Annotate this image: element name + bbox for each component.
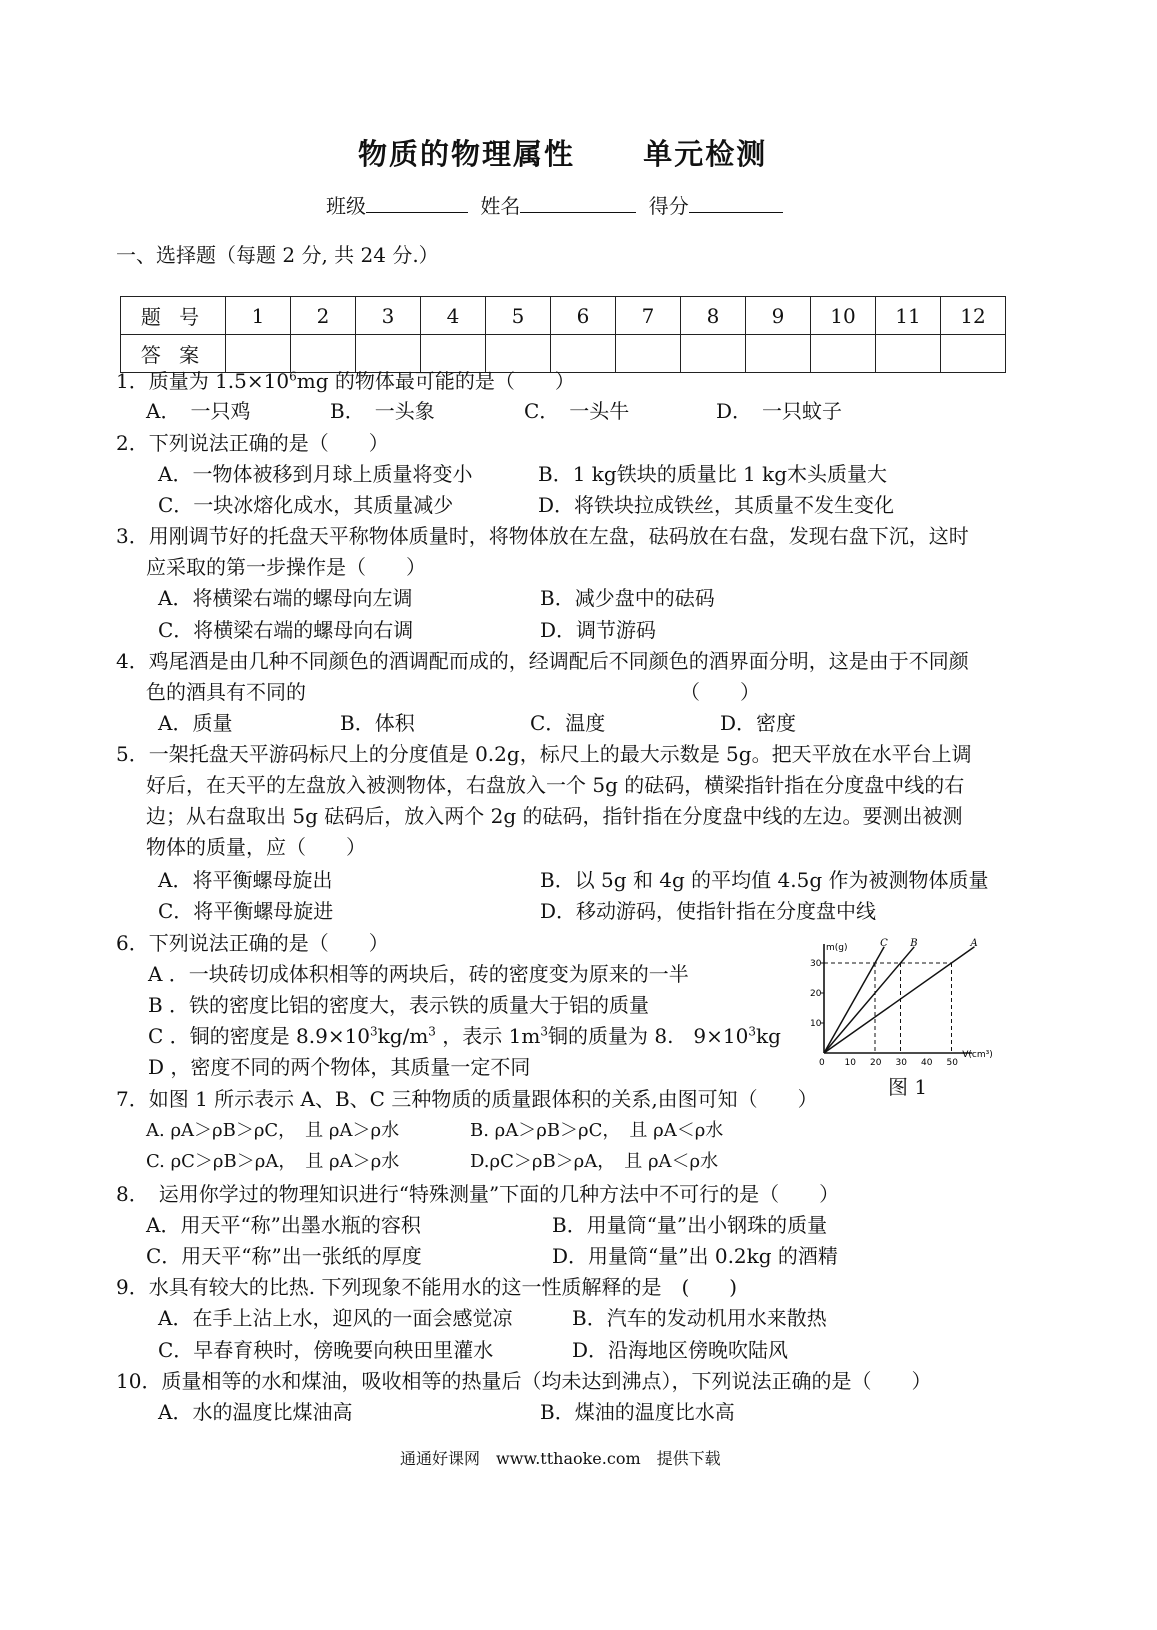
q2-option-a: A．一物体被移到月球上质量将变小: [158, 462, 473, 486]
score-blank[interactable]: [689, 192, 783, 213]
q4-option-c: C．温度: [530, 711, 606, 735]
table-cell-number: 3: [356, 297, 421, 335]
question-3-stem-line1: 3．用刚调节好的托盘天平称物体质量时，将物体放在左盘，砝码放在右盘，发现右盘下沉，这时: [116, 524, 969, 548]
q4-option-a: A．质量: [158, 711, 233, 735]
question-4-stem-line1: 4．鸡尾酒是由几种不同颜色的酒调配而成的，经调配后不同颜色的酒界面分明，这是由于不同颜: [116, 649, 969, 673]
q9-option-d: D．沿海地区傍晚吹陆风: [572, 1338, 789, 1362]
q3-option-a: A．将横梁右端的螺母向左调: [158, 586, 413, 610]
q5-option-a: A．将平衡螺母旋出: [158, 868, 333, 892]
page-footer: 通通好课网 www.tthaoke.com 提供下载: [400, 1449, 721, 1468]
q6c-sup: 3: [370, 1024, 378, 1039]
q6c-part: 铜的质量为 8. 9×10: [547, 1024, 749, 1048]
answer-cell[interactable]: [941, 335, 1006, 373]
q9-option-c: C．早春育秧时，傍晚要向秧田里灌水: [158, 1338, 494, 1362]
q2-option-c: C．一块冰熔化成水，其质量减少: [158, 493, 454, 517]
q8-option-b: B．用量筒“量”出小钢珠的质量: [552, 1213, 828, 1237]
table-cell-number: 5: [486, 297, 551, 335]
name-label: 姓名: [480, 194, 521, 218]
q5-option-d: D．移动游码，使指针指在分度盘中线: [540, 899, 877, 923]
q4-option-b: B．体积: [340, 711, 415, 735]
q6c-sup: 3: [428, 1024, 436, 1039]
answer-table: [120, 296, 1006, 373]
figure-1-graph: [800, 928, 1010, 1068]
section-heading: 一、选择题（每题 2 分, 共 24 分.）: [116, 243, 439, 267]
x-tick-label: 20: [870, 1058, 882, 1068]
q6-option-c: [148, 1022, 781, 1050]
y-tick-label: 30: [810, 959, 822, 969]
x-tick-label: 40: [921, 1058, 933, 1068]
q6-option-d: D ，密度不同的两个物体，其质量一定不同: [148, 1055, 531, 1079]
header-fields: [326, 192, 783, 220]
q6c-part: kg/m: [377, 1024, 429, 1048]
q1-stem-pre: 1．质量为 1.5×10: [116, 369, 290, 393]
table-cell-number: 1: [226, 297, 291, 335]
q8-option-a: A．用天平“称”出墨水瓶的容积: [146, 1213, 421, 1237]
q9-option-a: A．在手上沾上水，迎风的一面会感觉凉: [158, 1306, 513, 1330]
q1-option-c: C． 一头牛: [524, 399, 630, 423]
q1-option-b: B． 一头象: [330, 399, 435, 423]
x-tick-label: 0: [819, 1058, 825, 1068]
table-cell-number: 10: [811, 297, 876, 335]
table-cell-number: 9: [746, 297, 811, 335]
q1-stem-post: mg 的物体最可能的是（ ）: [296, 369, 575, 393]
q3-option-c: C．将横梁右端的螺母向右调: [158, 618, 414, 642]
q8-option-d: D．用量筒“量”出 0.2kg 的酒精: [552, 1244, 838, 1268]
q10-option-b: B．煤油的温度比水高: [540, 1400, 735, 1424]
question-9-stem: 9．水具有较大的比热. 下列现象不能用水的这一性质解释的是 ( ): [116, 1275, 738, 1299]
answer-cell[interactable]: [681, 335, 746, 373]
q6c-sup: 3: [540, 1024, 548, 1039]
series-label-A: A: [970, 937, 978, 949]
row-label-number: 题 号: [121, 297, 226, 335]
table-cell-number: 8: [681, 297, 746, 335]
question-6-stem: 6．下列说法正确的是（ ）: [116, 931, 389, 955]
question-2-stem: 2．下列说法正确的是（ ）: [116, 431, 389, 455]
q1-option-a: A． 一只鸡: [146, 399, 251, 423]
question-8-stem: 8． 运用你学过的物理知识进行“特殊测量”下面的几种方法中不可行的是（ ）: [116, 1182, 840, 1206]
table-cell-number: 4: [421, 297, 486, 335]
table-cell-number: 11: [876, 297, 941, 335]
table-cell-number: 2: [291, 297, 356, 335]
q2-option-b: B．1 kg铁块的质量比 1 kg木头质量大: [538, 462, 888, 486]
class-label: 班级: [326, 194, 366, 218]
q7-option-a: A. ρA＞ρB＞ρC， 且 ρA＞ρ水: [146, 1120, 400, 1141]
question-7-stem: 7．如图 1 所示表示 A、B、C 三种物质的质量跟体积的关系,由图可知（ ）: [116, 1087, 818, 1111]
q5-option-c: C．将平衡螺母旋进: [158, 899, 334, 923]
question-4-stem-line2: 色的酒具有不同的: [146, 680, 306, 704]
q2-option-d: D．将铁块拉成铁丝，其质量不发生变化: [538, 493, 895, 517]
answer-cell[interactable]: [811, 335, 876, 373]
q6c-part: ，表示 1m: [435, 1024, 541, 1048]
q6c-sup: 3: [748, 1024, 756, 1039]
x-tick-label: 10: [844, 1058, 856, 1068]
q6c-part: kg: [756, 1024, 781, 1048]
question-5-stem-line3: 边；从右盘取出 5g 砝码后，放入两个 2g 的砝码，指针指在分度盘中线的左边。要测出被测: [146, 804, 963, 828]
q9-option-b: B．汽车的发动机用水来散热: [572, 1306, 827, 1330]
answer-cell[interactable]: [876, 335, 941, 373]
q10-option-a: A．水的温度比煤油高: [158, 1400, 353, 1424]
page-title: [358, 132, 767, 173]
q4-answer-paren: （ ）: [680, 680, 760, 704]
table-cell-number: 12: [941, 297, 1006, 335]
y-tick-label: 20: [810, 989, 822, 999]
x-tick-label: 30: [895, 1058, 907, 1068]
q6c-part: C ．铜的密度是 8.9×10: [148, 1024, 371, 1048]
answer-table-row-numbers: [121, 297, 1006, 335]
answer-cell[interactable]: [746, 335, 811, 373]
q4-option-d: D．密度: [720, 711, 797, 735]
title-part2: 单元检测: [643, 137, 768, 171]
question-5-stem-line1: 5．一架托盘天平游码标尺上的分度值是 0.2g，标尺上的最大示数是 5g。把天平放在水平台上调: [116, 742, 972, 766]
q7-option-b: B. ρA＞ρB＞ρC， 且 ρA＜ρ水: [470, 1120, 724, 1141]
answer-cell[interactable]: [616, 335, 681, 373]
q1-option-d: D． 一只蚊子: [716, 399, 843, 423]
question-5-stem-line2: 好后，在天平的左盘放入被测物体，右盘放入一个 5g 的砝码，横梁指针指在分度盘中线的右: [146, 773, 965, 797]
question-3-stem-line2: 应采取的第一步操作是（ ）: [146, 555, 426, 579]
row-label-answer: 答 案: [121, 335, 226, 373]
x-tick-label: 50: [946, 1058, 958, 1068]
q3-option-d: D．调节游码: [540, 618, 657, 642]
question-5-stem-line4: 物体的质量，应（ ）: [146, 835, 366, 859]
series-label-B: B: [910, 937, 918, 949]
figure-1-caption: 图 1: [888, 1075, 928, 1099]
q7-option-d: D.ρC＞ρB＞ρA， 且 ρA＜ρ水: [470, 1151, 719, 1172]
class-blank[interactable]: [366, 192, 468, 213]
q8-option-c: C．用天平“称”出一张纸的厚度: [146, 1244, 422, 1268]
q6-option-b: B ．铁的密度比铝的密度大，表示铁的质量大于铝的质量: [148, 993, 650, 1017]
question-1-stem: [116, 367, 575, 395]
q6-option-a: A ．一块砖切成体积相等的两块后，砖的密度变为原来的一半: [148, 962, 689, 986]
q3-option-b: B．减少盘中的砝码: [540, 586, 715, 610]
y-tick-label: 10: [810, 1019, 822, 1029]
q7-option-c: C. ρC＞ρB＞ρA， 且 ρA＞ρ水: [146, 1151, 400, 1172]
q5-option-b: B．以 5g 和 4g 的平均值 4.5g 作为被测物体质量: [540, 868, 989, 892]
title-part1: 物质的物理属性: [358, 137, 576, 171]
name-blank[interactable]: [520, 192, 636, 213]
table-cell-number: 6: [551, 297, 616, 335]
question-10-stem: 10．质量相等的水和煤油，吸收相等的热量后（均未达到沸点），下列说法正确的是（ ）: [116, 1369, 932, 1393]
q1-exponent: 6: [289, 369, 297, 384]
y-axis-label: m(g): [826, 943, 848, 953]
table-cell-number: 7: [616, 297, 681, 335]
x-axis-label: V(cm³): [962, 1050, 993, 1060]
score-label: 得分: [648, 194, 689, 218]
series-label-C: C: [880, 937, 888, 949]
